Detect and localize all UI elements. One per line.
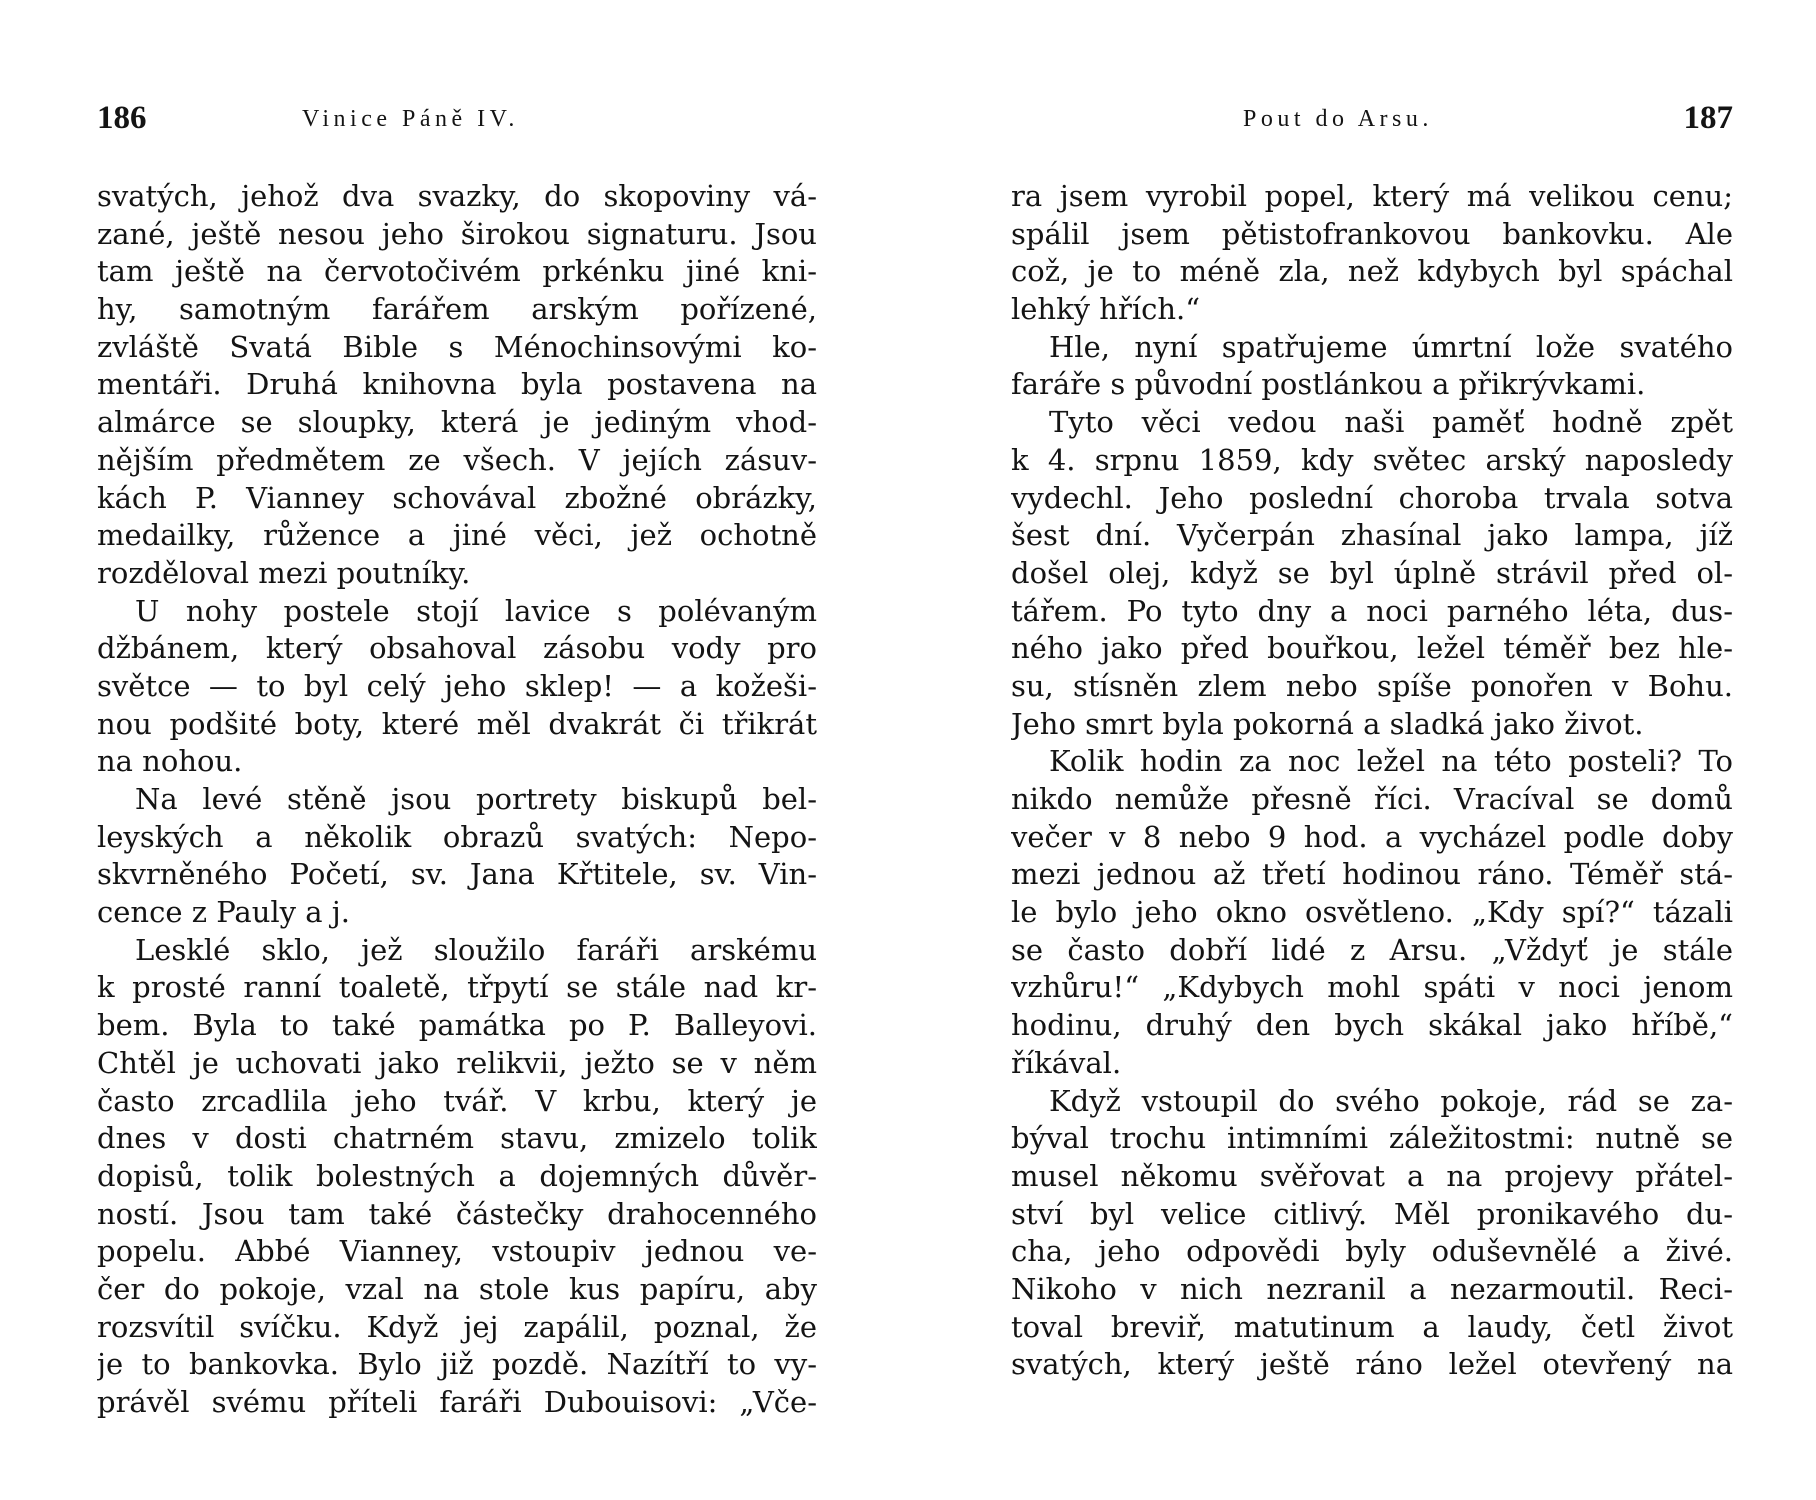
text-line: bem. Byla to také památka po P. Balleyovi. <box>97 1008 817 1043</box>
text-line: cha, jeho odpovědi byly oduševnělé a živé. <box>1011 1234 1733 1269</box>
paragraph <box>97 781 817 932</box>
text-line: spálil jsem pětistofrankovou bankovku. Ale <box>1011 216 1733 251</box>
text-line: mentáři. Druhá knihovna byla postavena na <box>97 367 817 402</box>
text-line: ství byl velice citlivý. Měl pronikavého du- <box>1011 1196 1733 1231</box>
text-line: faráře s původní postlánkou a přikrývkami. <box>1011 367 1646 402</box>
text-line: nějším předmětem ze všech. V jejích zásuv- <box>97 442 817 477</box>
text-line: U nohy postele stojí lavice s polévaným <box>135 593 817 628</box>
text-line: svatých, jehož dva svazky, do skopoviny vá- <box>97 179 817 213</box>
text-line: le bylo jeho okno osvětleno. „Kdy spí?“ tázali <box>1011 895 1733 930</box>
text-line: večer v 8 nebo 9 hod. a vycházel podle doby <box>1011 819 1733 854</box>
text-line: šest dní. Vyčerpán zhasínal jako lampa, jíž <box>1011 518 1733 553</box>
text-line: popelu. Abbé Vianney, vstoupiv jednou ve- <box>97 1234 817 1269</box>
right-running-head <box>1011 95 1733 141</box>
text-line: ností. Jsou tam také částečky drahocenného <box>97 1196 817 1231</box>
paragraph <box>97 932 817 1422</box>
text-line: dopisů, tolik bolestných a dojemných důvěr- <box>97 1158 817 1193</box>
paragraph <box>1011 329 1733 404</box>
text-line: býval trochu intimními záležitostmi: nutně se <box>1011 1121 1733 1156</box>
text-line: leyských a několik obrazů svatých: Nepo- <box>97 819 817 854</box>
text-line: tam ještě na červotočivém prkénku jiné kni- <box>97 254 817 289</box>
paragraph <box>1011 743 1733 1082</box>
text-line: kách P. Vianney schovával zbožné obrázky, <box>97 480 817 515</box>
text-line: medailky, růžence a jiné věci, jež ochotně <box>97 518 817 553</box>
text-line: na nohou. <box>97 744 243 779</box>
text-line: čer do pokoje, vzal na stole kus papíru, aby <box>97 1271 817 1306</box>
text-line: nou podšité boty, které měl dvakrát či třikrát <box>97 706 817 741</box>
text-line: Nikoho v nich nezranil a nezarmoutil. Reci- <box>1011 1271 1733 1306</box>
text-line: svatých, který ještě ráno ležel otevřený na <box>1011 1347 1733 1382</box>
text-line: což, je to méně zla, než kdybych byl spáchal <box>1011 254 1733 289</box>
text-line: je to bankovka. Bylo již pozdě. Nazítří to vy- <box>97 1347 817 1382</box>
text-line: právěl svému příteli faráři Dubouisovi: „Vče- <box>97 1385 817 1419</box>
text-line: hy, samotným farářem arským pořízené, <box>97 292 817 327</box>
text-line: tářem. Po tyto dny a noci parného léta, dus- <box>1011 593 1733 628</box>
text-line: zvláště Svatá Bible s Ménochinsovými ko- <box>97 329 817 364</box>
paragraph <box>1011 1083 1733 1385</box>
text-line: říkával. <box>1011 1045 1122 1080</box>
paragraph <box>1011 178 1733 329</box>
left-running-head <box>97 95 817 141</box>
paragraph <box>1011 404 1733 743</box>
text-line: su, stísněn zlem nebo spíše ponořen v Bohu. <box>1011 668 1733 703</box>
text-line: rozsvítil svíčku. Když jej zapálil, poznal, že <box>97 1309 817 1344</box>
text-line: Když vstoupil do svého pokoje, rád se za- <box>1049 1083 1733 1118</box>
text-line: rozděloval mezi poutníky. <box>97 555 471 590</box>
text-line: zané, ještě nesou jeho širokou signaturu. Jsou <box>97 216 817 251</box>
text-line: Kolik hodin za noc ležel na této posteli? To <box>1049 744 1733 779</box>
text-line: džbánem, který obsahoval zásobu vody pro <box>97 631 817 666</box>
text-line: vydechl. Jeho poslední choroba trvala sotva <box>1011 480 1733 515</box>
text-line: nikdo nemůže přesně říci. Vracíval se domů <box>1011 782 1733 816</box>
text-line: Na levé stěně jsou portrety biskupů bel- <box>135 782 817 816</box>
text-line: hodinu, druhý den bych skákal jako hříbě,“ <box>1011 1008 1733 1043</box>
right-text-block <box>1011 178 1733 1384</box>
text-line: Lesklé sklo, jež sloužilo faráři arskému <box>135 932 817 967</box>
text-line: dnes v dosti chatrném stavu, zmizelo tolik <box>97 1121 817 1156</box>
text-line: k prosté ranní toaletě, třpytí se stále nad kr- <box>97 970 817 1005</box>
text-line: skvrněného Početí, sv. Jana Křtitele, sv. Vin- <box>97 857 817 892</box>
text-line: ra jsem vyrobil popel, který má velikou cenu; <box>1011 179 1733 213</box>
text-line: ného jako před bouřkou, ležel téměř bez hle- <box>1011 631 1733 666</box>
left-text-block <box>97 178 817 1422</box>
text-line: došel olej, když se byl úplně strávil před ol- <box>1011 555 1733 590</box>
text-line: světce — to byl celý jeho sklep! — a kožeši- <box>97 668 817 703</box>
text-line: cence z Pauly a j. <box>97 895 350 930</box>
text-line: musel někomu svěřovat a na projevy přátel- <box>1011 1158 1733 1193</box>
right-page-number: 187 <box>1683 100 1733 136</box>
text-line: mezi jednou až třetí hodinou ráno. Téměř stá- <box>1011 857 1733 892</box>
text-line: často zrcadlila jeho tvář. V krbu, který je <box>97 1083 817 1118</box>
text-line: Jeho smrt byla pokorná a sladká jako život. <box>1011 706 1644 741</box>
paragraph <box>97 178 817 593</box>
left-running-title: Vinice Páně IV. <box>302 106 519 132</box>
text-line: toval breviř, matutinum a laudy, četl život <box>1011 1309 1733 1344</box>
left-page-number: 186 <box>97 100 147 136</box>
text-line: Chtěl je uchovati jako relikvii, ježto se v něm <box>97 1045 817 1080</box>
text-line: Tyto věci vedou naši paměť hodně zpět <box>1049 405 1733 440</box>
paragraph <box>97 593 817 781</box>
text-line: almárce se sloupky, která je jediným vhod- <box>97 405 817 440</box>
text-line: vzhůru!“ „Kdybych mohl spáti v noci jenom <box>1011 970 1733 1005</box>
text-line: Hle, nyní spatřujeme úmrtní lože svatého <box>1049 329 1733 364</box>
text-line: se často dobří lidé z Arsu. „Vždyť je stále <box>1011 932 1733 967</box>
right-running-title: Pout do Arsu. <box>1243 106 1433 132</box>
text-line: lehký hřích.“ <box>1011 292 1201 327</box>
text-line: k 4. srpnu 1859, kdy světec arský naposledy <box>1011 442 1733 477</box>
